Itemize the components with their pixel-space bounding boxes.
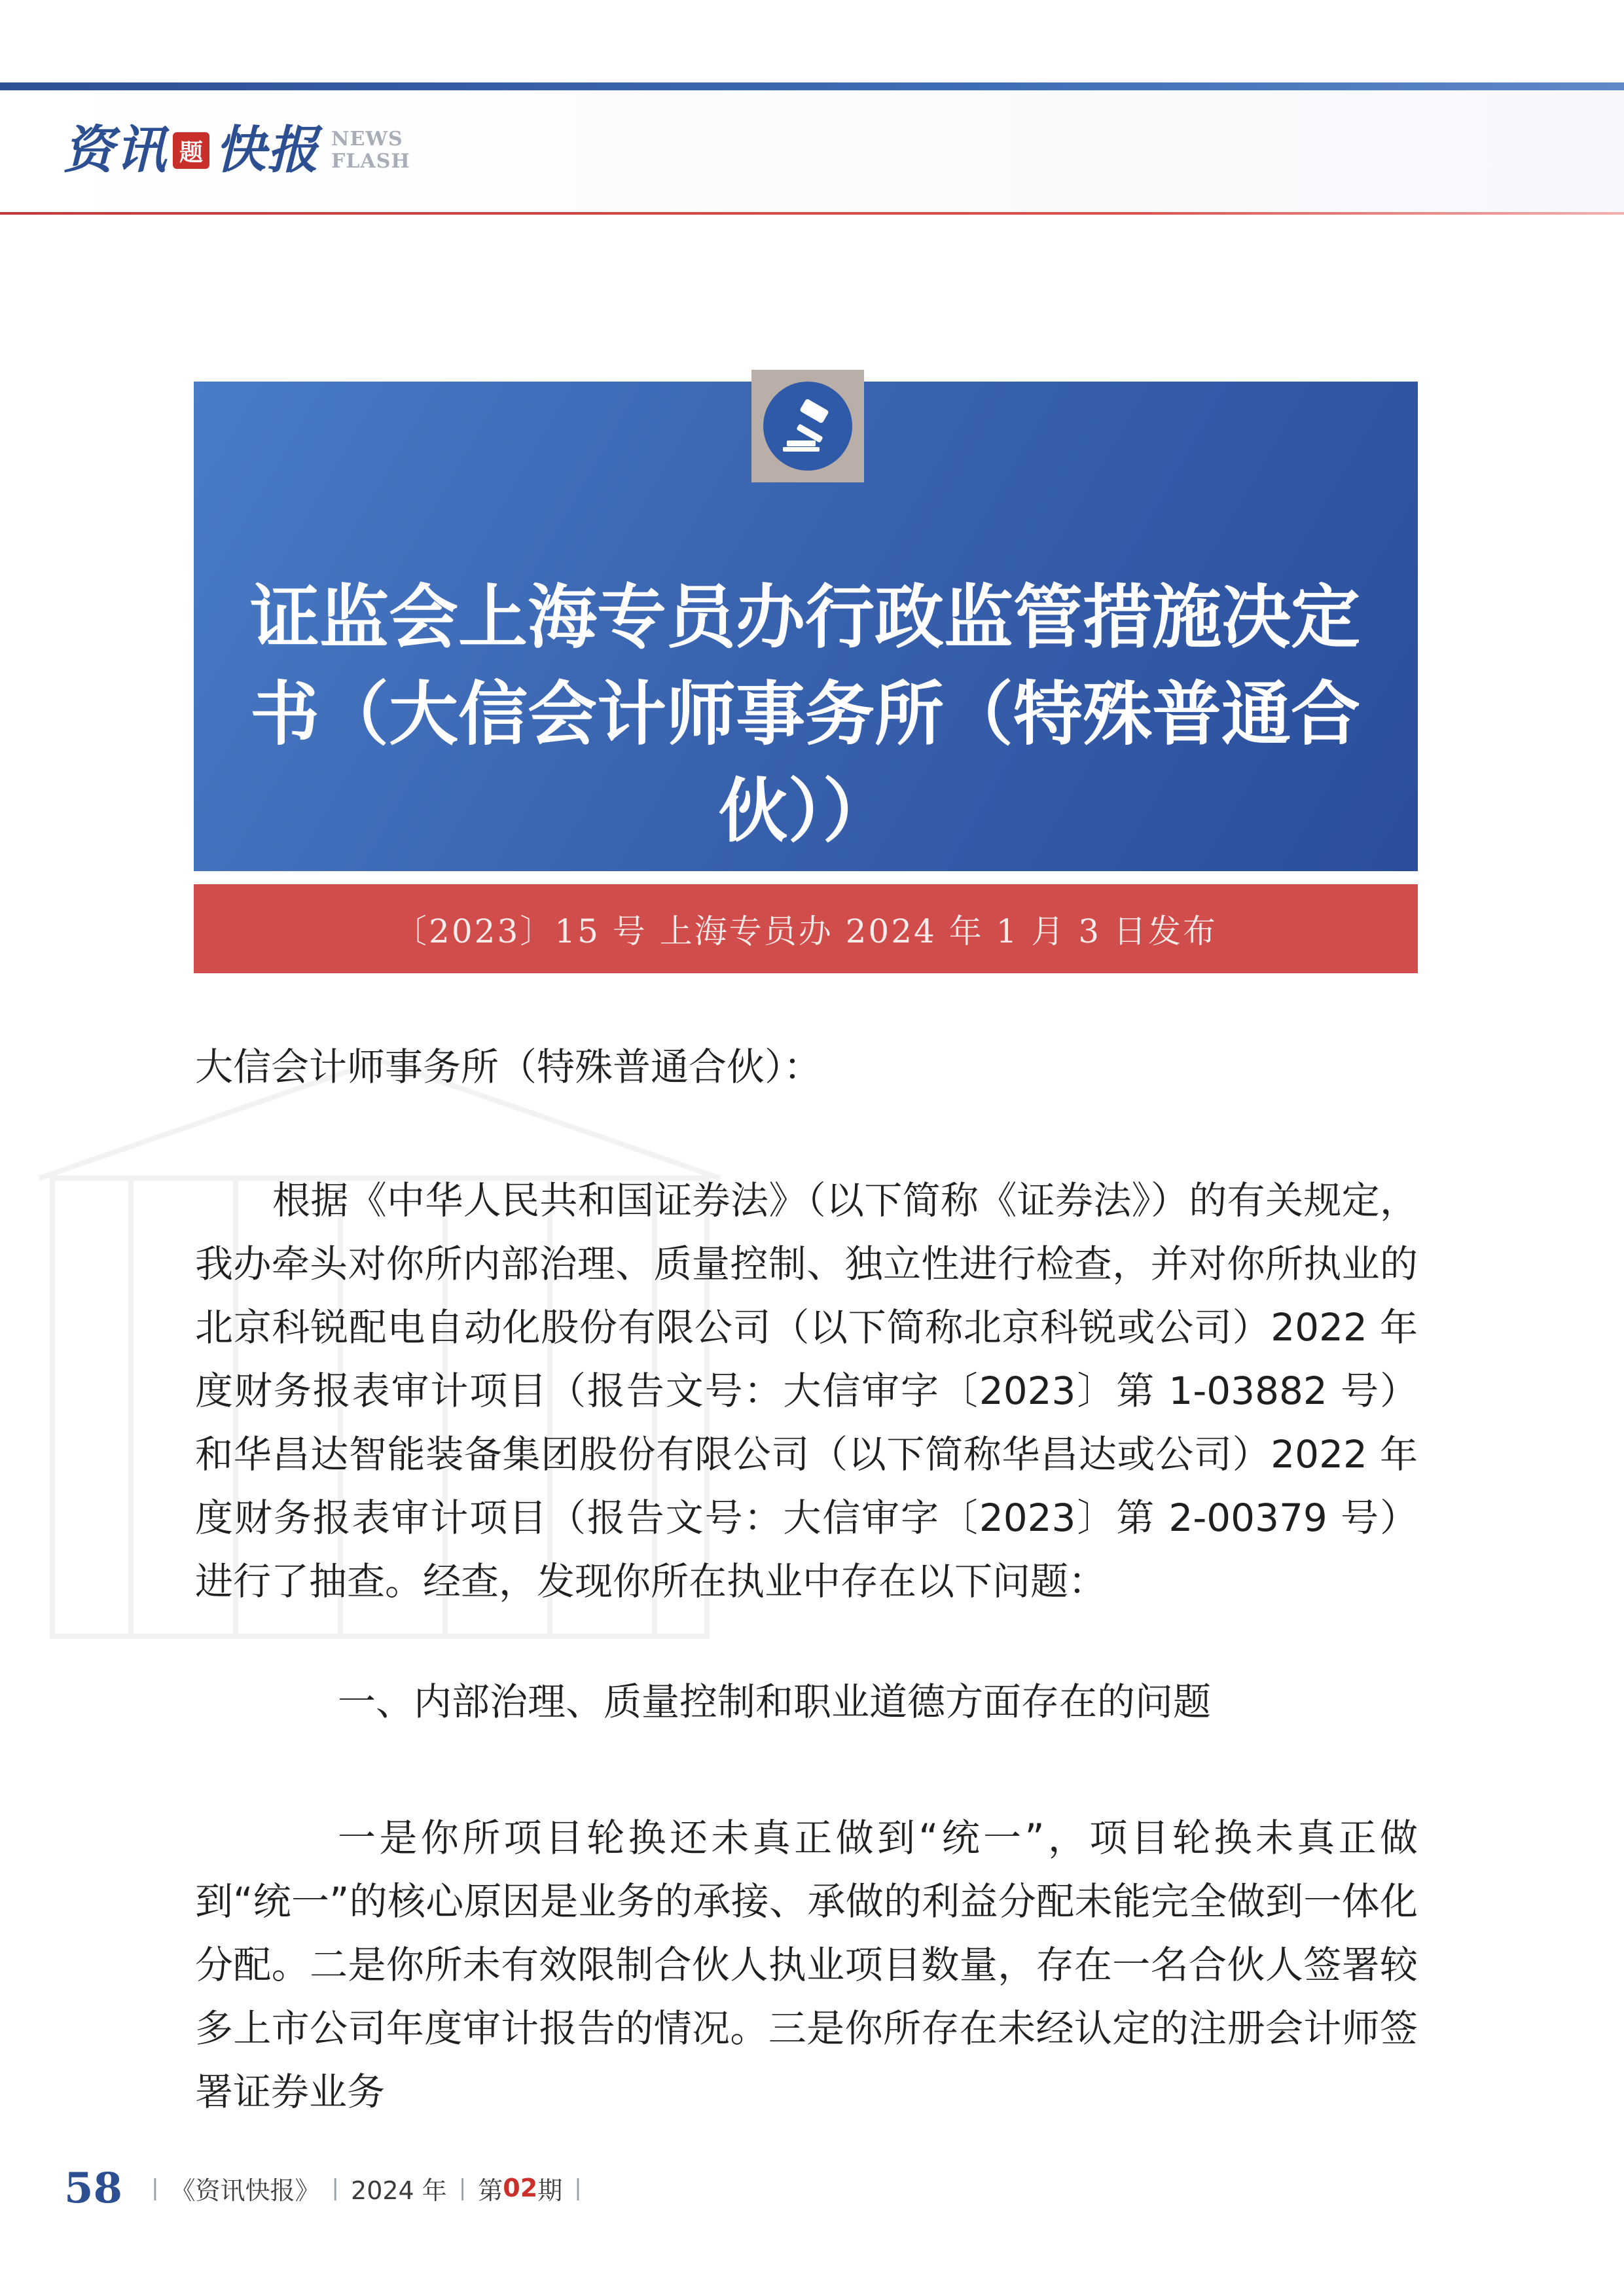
page-footer [64,2159,594,2217]
paragraph-intro: 根据《中华人民共和国证券法》（以下简称《证券法》）的有关规定，我办牵头对你所内部治理、质量控制、独立性进行检查，并对你所执业的北京科锐配电自动化股份有限公司（以下简称北京科锐或公司）2022 年度财务报表审计项目（报告文号：大信审字〔2023〕第 1-03882 号）和华昌达智能装备集团股份有限公司（以下简称华昌达或公司）2022 年度财务报表审计项目（报告文号：大信审字〔2023〕第 2-00379 号）进行了抽查。经查，发现你所在执业中存在以下问题： [195,1178,1418,1604]
masthead-logo [63,111,410,190]
masthead-seal: 题 [173,132,209,169]
header-bottom-rule [0,212,1624,215]
gavel-circle [763,382,852,471]
issuance-info: 〔2023〕15 号 上海专员办 2024 年 1 月 3 日发布 [394,912,1218,950]
gavel-badge [751,370,864,482]
masthead-title-left: 资讯 [63,120,168,180]
page-number: 58 [64,2163,123,2213]
masthead-title-right: 快报 [215,120,320,180]
masthead-english-line2: FLASH [331,150,410,173]
issue-prefix: 第 [478,2176,503,2205]
footer-separator: | [331,2175,340,2201]
issue-suffix: 期 [537,2176,563,2205]
masthead-english-line1: NEWS [331,128,403,151]
issue-number: 02 [503,2174,538,2202]
salutation: 大信会计师事务所（特殊普通合伙）： [195,1045,822,1089]
gavel-icon [776,395,839,457]
footer-separator: | [458,2175,467,2201]
issue-year: 2024 年 [351,2176,447,2205]
publication-name: 《资讯快报》 [170,2176,320,2205]
subtitle-bar [194,884,1418,973]
masthead-english [331,128,410,173]
document-title: 证监会上海专员办行政监管措施决定书（大信会计师事务所（特殊普通合伙）） [250,577,1360,852]
header-top-rule [0,82,1624,90]
paragraph-issues: 一是你所项目轮换还未真正做到“统一”，项目轮换未真正做到“统一”的核心原因是业务的承接、承做的利益分配未能完全做到一体化分配。二是你所未有效限制合伙人执业项目数量，存在一名合伙人签署较多上市公司年度审计报告的情况。三是你所存在未经认定的注册会计师签署证券业务 [195,1816,1418,2114]
footer-separator: | [151,2175,159,2201]
section-heading: 一、内部治理、质量控制和职业道德方面存在的问题 [338,1679,1212,1724]
footer-separator: | [574,2175,582,2201]
